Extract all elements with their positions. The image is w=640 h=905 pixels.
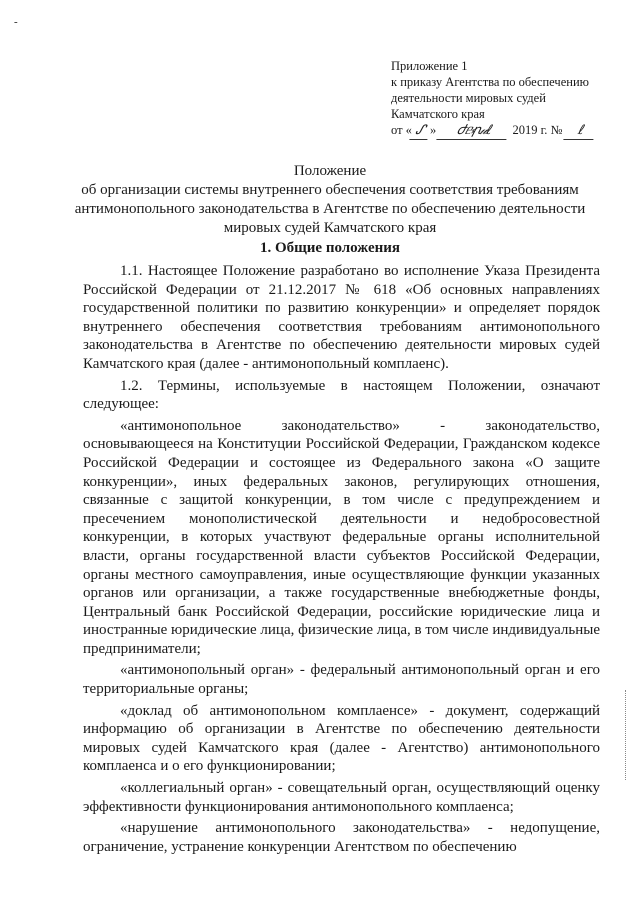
appendix-line-2: к приказу Агентства по обеспечению [391, 75, 589, 89]
title-line-2: об организации системы внутреннего обеспечения соответствия требованиям [81, 182, 579, 198]
date-mid: » [429, 123, 437, 137]
appendix-line-4: Камчатского края [391, 107, 485, 121]
paragraph-1-1: 1.1. Настоящее Положение разработано во исполнение Указа Президента Российской Федерации от 21.12.2017 № 618 «Об основных направлениях государственной политики по развитию конкуренции» и определяет порядок внутреннего обеспечения соответствия требованиям антимонопольного законодательства в Агентстве по обеспечению деятельности мировых судей Камчатского края (далее - антимонопольный комплаенс). [83, 263, 600, 372]
definition-violation: «нарушение антимонопольного законодательства» - недопущение, ограничение, устранение конкуренции Агентством по обеспечению [83, 820, 600, 855]
appendix-line-3: деятельности мировых судей [391, 91, 546, 105]
title-line-4: мировых судей Камчатского края [223, 220, 437, 236]
document-body [83, 262, 600, 859]
handwritten-number-signature: ℓ [563, 123, 599, 140]
appendix-date-line [391, 122, 621, 140]
definition-antimonopoly-law: «антимонопольное законодательство» - законодательство, основывающееся на Конституции Российской Федерации, Гражданском кодексе Российской Федерации и состоящее из Федерального закона «О защите конкуренции», иных федеральных законов, регулирующих отношения, связанные с защитой конкуренции, в том числе с предупреждением и пресечением монополистической деятельности и недобросовестной конкуренции, в которых участвуют федеральные органы исполнительной власти, органы государственной власти субъектов Российской Федерации, органы местного самоуправления, иные осуществляющие функции указанных органов или организации, а также государственные внебюджетные фонды, Центральный банк Российской Федерации, российские юридические лица и иностранные юридические лица, физические лица, в том числе индивидуальные предприниматели; [83, 417, 600, 657]
handwritten-day-signature: ᔑ [409, 123, 433, 140]
date-prefix: от « [391, 123, 412, 137]
title-line-1: Положение [293, 163, 367, 179]
appendix-block [391, 58, 621, 140]
handwritten-month-signature: ժᥱ⳽ꞃ𝓊ℓ [437, 123, 513, 140]
margin-mark: - [14, 16, 18, 28]
definition-compliance-report: «доклад об антимонопольном комплаенсе» - документ, содержащий информацию об организации в Агентстве по обеспечению деятельности мировых судей Камчатского края (далее - Агентство) антимонопольного комплаенса и о его функционировании; [83, 702, 600, 775]
title-line-3: антимонопольного законодательства в Агентстве по обеспечению деятельности [74, 201, 586, 217]
definition-collegial-body: «коллегиальный орган» - совещательный орган, осуществляющий оценку эффективности функционирования антимонопольного комплаенса; [83, 780, 600, 815]
definition-antimonopoly-body: «антимонопольный орган» - федеральный антимонопольный орган и его территориальные органы; [83, 662, 600, 698]
date-year: 2019 г. № [512, 123, 563, 137]
scan-edge-artifact [624, 690, 626, 780]
appendix-line-1: Приложение 1 [391, 59, 468, 73]
section-heading-general: 1. Общие положения [259, 240, 401, 256]
paragraph-1-2: 1.2. Термины, используемые в настоящем Положении, означают следующее: [83, 377, 600, 413]
document-title [60, 162, 600, 238]
